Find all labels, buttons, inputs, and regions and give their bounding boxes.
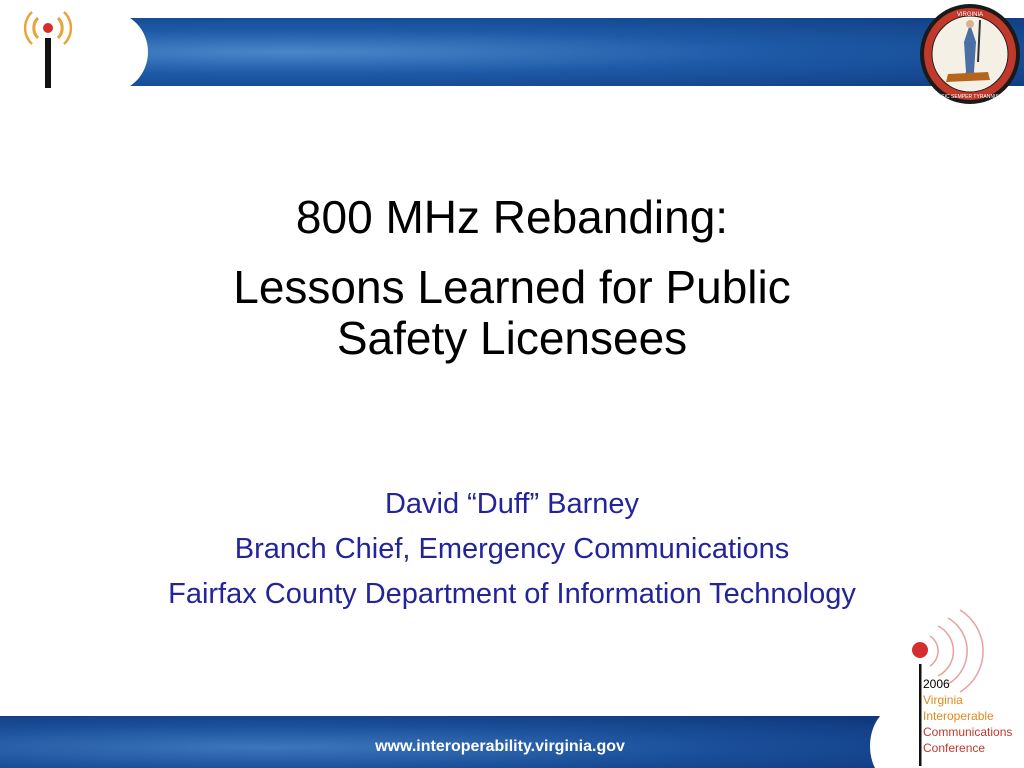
presenter-name: David “Duff” Barney (384, 488, 640, 520)
slide-title (0, 192, 1024, 364)
conference-year: 2006 (923, 677, 950, 691)
seal-top-text: VIRGINIA (956, 12, 984, 18)
title-line-1: 800 MHz Rebanding: (295, 191, 729, 243)
interoperability-logo-icon (24, 6, 74, 90)
title-line-3: Safety Licensees (336, 312, 688, 364)
conference-logo-text (923, 676, 1012, 756)
title-line-2: Lessons Learned for Public (233, 261, 791, 313)
presenter-role: Branch Chief, Emergency Communications (234, 533, 790, 565)
footer-url[interactable]: www.interoperability.virginia.gov (375, 738, 625, 755)
virginia-seal-icon (918, 2, 1022, 106)
conference-line-1: Virginia (923, 693, 963, 707)
conference-line-2: Interoperable (923, 709, 994, 723)
presenter-org: Fairfax County Department of Information Technology (168, 578, 856, 610)
presenter-info (0, 482, 1024, 617)
conference-line-3: Communications (923, 725, 1013, 739)
top-banner (110, 18, 1024, 86)
conference-line-4: Conference (923, 741, 986, 755)
seal-bottom-text: SIC SEMPER TYRANNIS (941, 94, 999, 100)
